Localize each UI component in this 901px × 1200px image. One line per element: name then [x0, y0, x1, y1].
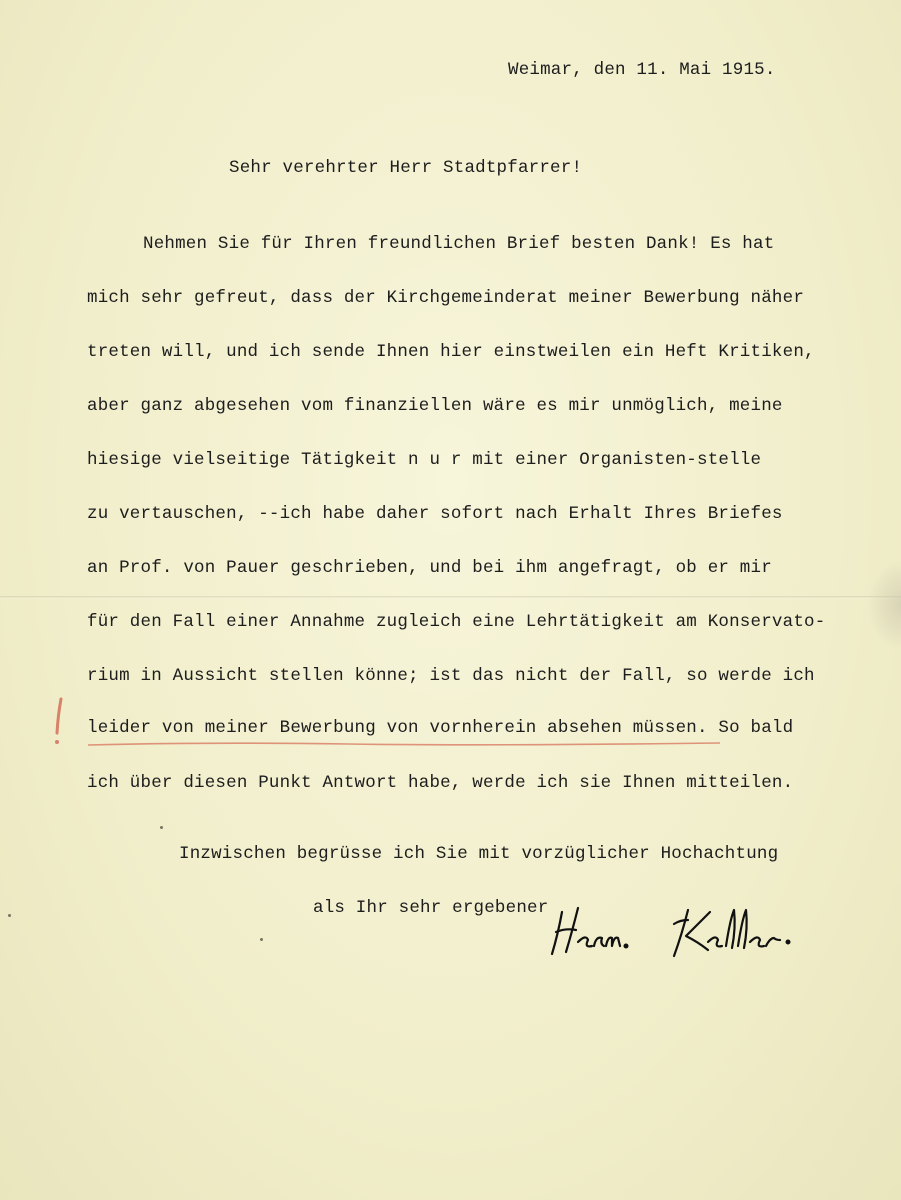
closing-greeting: Inzwischen begrüsse ich Sie mit vorzüglicher Hochachtung: [179, 844, 779, 864]
paper-speck: [160, 826, 163, 829]
body-line: Nehmen Sie für Ihren freundlichen Brief besten Dank! Es hat: [143, 234, 775, 254]
body-line: aber ganz abgesehen vom finanziellen wäre es mir unmöglich, meine: [87, 396, 783, 416]
red-margin-mark: [52, 697, 66, 747]
body-line: rium in Aussicht stellen könne; ist das nicht der Fall, so werde ich: [87, 666, 815, 686]
handwritten-signature: [548, 898, 808, 968]
body-line: für den Fall einer Annahme zugleich eine Lehrtätigkeit am Konservato-: [87, 612, 826, 632]
red-pencil-underline: [88, 741, 720, 747]
body-line: treten will, und ich sende Ihnen hier einstweilen ein Heft Kritiken,: [87, 342, 815, 362]
paper-edge-wear: [867, 560, 901, 650]
body-line: leider von meiner Bewerbung von vornherein absehen müssen. So bald: [87, 718, 794, 738]
letter-date: Weimar, den 11. Mai 1915.: [508, 60, 776, 80]
paper-speck: [260, 938, 263, 941]
closing-valediction: als Ihr sehr ergebener: [313, 898, 549, 918]
body-line: zu vertauschen, --ich habe daher sofort nach Erhalt Ihres Briefes: [87, 504, 783, 524]
body-line: mich sehr gefreut, dass der Kirchgemeinderat meiner Bewerbung näher: [87, 288, 805, 308]
body-line: ich über diesen Punkt Antwort habe, werde ich sie Ihnen mitteilen.: [87, 773, 794, 793]
paper-fold-line: [0, 596, 901, 599]
body-line: an Prof. von Pauer geschrieben, und bei ihm angefragt, ob er mir: [87, 558, 772, 578]
letter-salutation: Sehr verehrter Herr Stadtpfarrer!: [229, 158, 583, 178]
paper-speck: [8, 914, 11, 917]
body-line: hiesige vielseitige Tätigkeit n u r mit einer Organisten-stelle: [87, 450, 762, 470]
